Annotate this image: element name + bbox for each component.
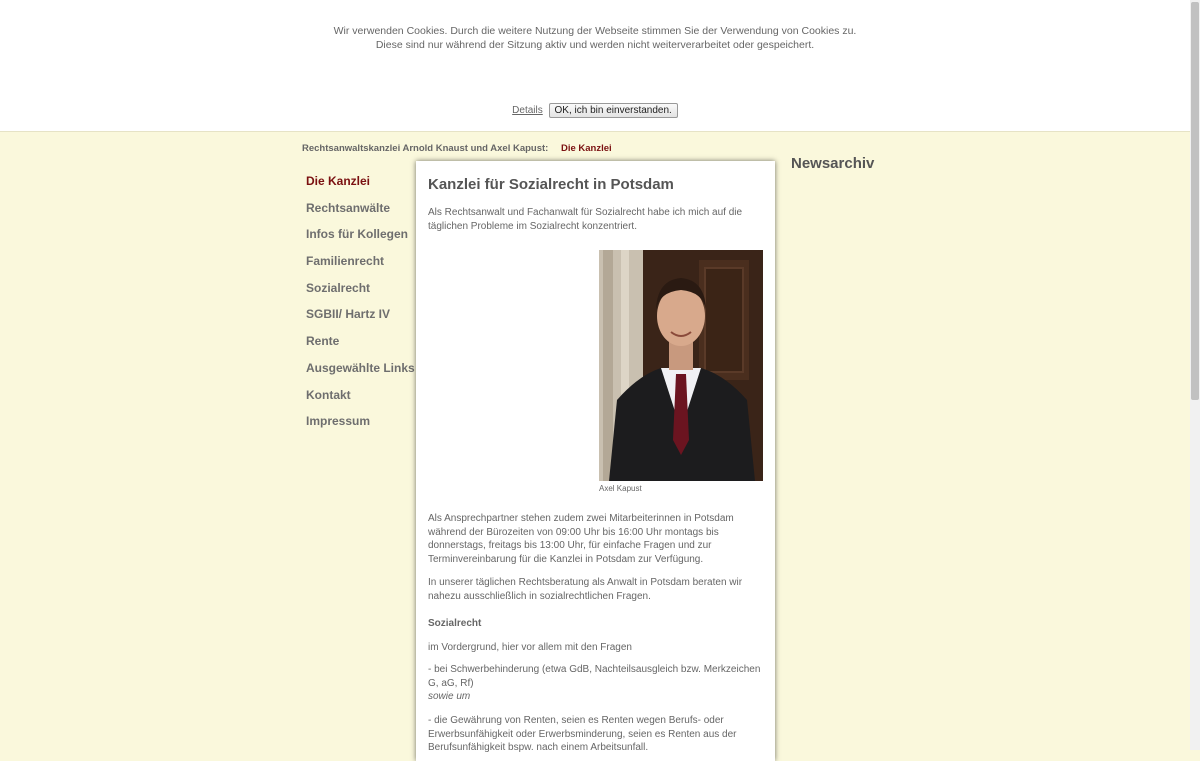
cookie-message-line-1: Wir verwenden Cookies. Durch die weitere Nutzung der Webseite stimmen Sie der Verwendung von Cookies zu. [333, 25, 857, 37]
nav-item-sozialrecht[interactable]: Sozialrecht [306, 280, 371, 295]
intro-paragraph: Als Rechtsanwalt und Fachanwalt für Sozialrecht habe ich mich auf die täglichen Probleme im Sozialrecht konzentriert. [428, 207, 743, 232]
newsarchiv-heading: Newsarchiv [791, 155, 875, 172]
breadcrumb-site: Rechtsanwaltskanzlei Arnold Knaust und Axel Kapust: [302, 143, 549, 154]
section-heading-sozialrecht: Sozialrecht [428, 618, 482, 629]
paragraph-sowie-um: sowie um [428, 691, 471, 702]
nav-item-impressum[interactable]: Impressum [306, 414, 371, 429]
breadcrumb-current[interactable]: Die Kanzlei [560, 143, 612, 154]
nav-item-sgbii-hartz-iv[interactable]: SGBII/ Hartz IV [306, 307, 391, 322]
nav-item-rechtsanwaelte[interactable]: Rechtsanwälte [306, 200, 391, 215]
page-title: Kanzlei für Sozialrecht in Potsdam [428, 176, 674, 193]
nav-item-die-kanzlei[interactable]: Die Kanzlei [306, 174, 371, 188]
photo-caption: Axel Kapust [599, 484, 642, 493]
paragraph-legal-advice: In unserer täglichen Rechtsberatung als Anwalt in Potsdam beraten wir nahezu ausschließlich in sozialrechtlichen Fragen. [428, 577, 743, 602]
cookie-actions [0, 103, 1190, 118]
main-content [416, 161, 775, 761]
page-scrollbar[interactable] [1190, 0, 1200, 750]
lawyer-photo [599, 250, 763, 481]
sidebar-nav [306, 168, 415, 435]
nav-item-ausgewaehlte-links[interactable]: Ausgewählte Links [306, 360, 415, 375]
scrollbar-thumb[interactable] [1191, 2, 1199, 400]
nav-item-familienrecht[interactable]: Familienrecht [306, 254, 385, 269]
breadcrumb [302, 143, 612, 154]
paragraph-focus: im Vordergrund, hier vor allem mit den Fragen [428, 642, 632, 653]
cookie-details-link[interactable]: Details [512, 105, 543, 116]
nav-item-rente[interactable]: Rente [306, 334, 340, 349]
nav-item-kontakt[interactable]: Kontakt [306, 387, 351, 402]
paragraph-renten: - die Gewährung von Renten, seien es Renten wegen Berufs- oder Erwerbsunfähigkeit oder Erwerbsminderung, seien es Renten aus der Berufsunfähigkeit bspw. nach einem Arbeitsunfall. [428, 715, 737, 753]
cookie-message [0, 24, 1190, 52]
paragraph-office-hours: Als Ansprechpartner stehen zudem zwei Mitarbeiterinnen in Potsdam während der Bürozeiten von 09:00 Uhr bis 16:00 Uhr montags bis donnerstags, freitags bis 13:00 Uhr, für einfache Fragen und zur Terminvereinbarung für die Kanzlei in Potsdam zur Verfügung. [428, 513, 734, 565]
cookie-accept-button[interactable]: OK, ich bin einverstanden. [549, 103, 678, 118]
cookie-banner [0, 0, 1190, 132]
paragraph-schwerbehinderung: - bei Schwerbehinderung (etwa GdB, Nachteilsausgleich bzw. Merkzeichen G, aG, Rf) [428, 664, 761, 689]
cookie-message-line-2: Diese sind nur während der Sitzung aktiv und werden nicht weiterverarbeitet oder gespeichert. [375, 39, 815, 51]
nav-item-infos-fuer-kollegen[interactable]: Infos für Kollegen [306, 227, 408, 242]
lawyer-portrait-image [599, 250, 763, 481]
